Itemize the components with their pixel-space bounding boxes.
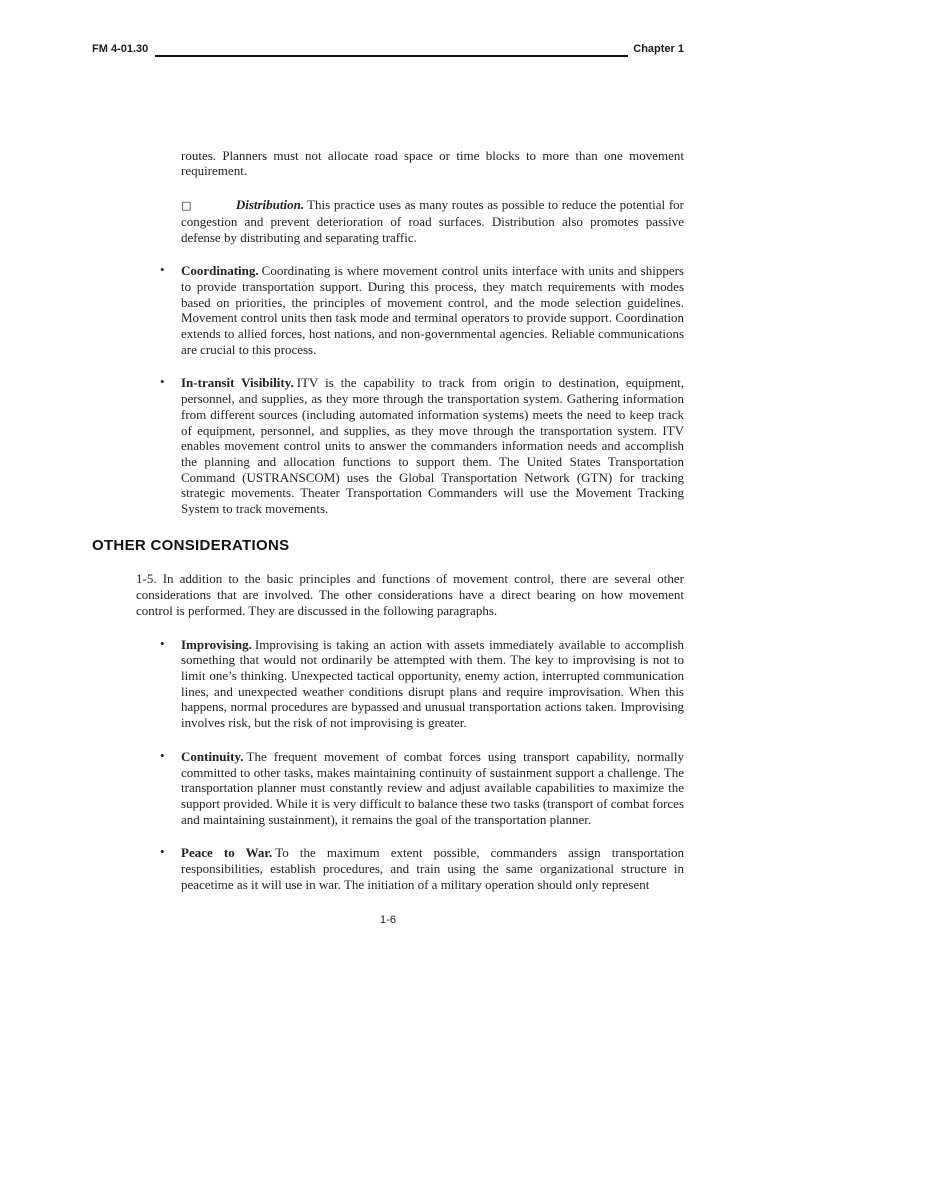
bullet-coordinating — [160, 262, 684, 357]
bullet-text: The frequent movement of combat forces using transport capability, normally committed to other tasks, makes maintaining continuity of sustainment support a challenge. The transportation planner must constantly review and adjust available capabilities to maximize the support provided. While it is very difficult to balance these two tasks (transport of combat forces and maintaining sustainment), it remains the goal of the transportation planner. — [181, 748, 684, 827]
bullet-term: In-transit Visibility. — [181, 375, 294, 391]
bullet-text: Coordinating is where movement control units interface with units and shippers to provide transportation support. During this process, they match requirements with modes based on priorities, the principles of movement control, and the mode selection guidelines. Movement control units then task mode and terminal operators to provide support. Coordination extends to allied forces, host nations, and non-governmental agencies. Reliable communications are crucial to this process. — [181, 263, 684, 357]
bullet-text: Improvising is taking an action with assets immediately available to accomplish something that would not ordinarily be attempted with them. The key to improvising is not to limit one’s thinking. Unexpected tactical opportunity, enemy action, interrupted communication lines, and unexpected weather conditions disrupt plans and require improvisation. When this happens, normal procedures are bypassed and unusual transportation actions taken. Improvising involves risk, but the risk of not improvising is greater. — [181, 636, 684, 731]
bullet-term: Distribution. — [235, 197, 305, 213]
paragraph-1-5 — [136, 571, 684, 618]
header-doc-id: FM 4-01.30 — [92, 43, 149, 55]
round-bullet-icon: • — [160, 635, 165, 651]
round-bullet-icon: • — [160, 374, 165, 390]
paragraph-routes-continuation — [181, 148, 684, 179]
header-chapter-label: Chapter 1 — [633, 43, 684, 55]
document-body — [92, 148, 684, 893]
page-number: 1-6 — [380, 914, 396, 927]
paragraph-text: routes. Planners must not allocate road space or time blocks to more than one movement requirement. — [181, 147, 684, 179]
round-bullet-icon: • — [160, 844, 165, 860]
bullet-term: Improvising. — [181, 636, 252, 652]
bullet-text: ITV is the capability to track from origin to destination, equipment, personnel, and supplies, as they more through the transportation system. Gathering information from different sources (including automated information systems) meets the need to keep track of equipment, personnel, and supplies, as they move through the transportation system. ITV enables movement control units to answer the commanders information needs and accomplish the planning and allocation functions to support them. The United States Transportation Command (USTRANSCOM) uses the Global Transportation Network (GTN) for tracking strategic movements. Theater Transportation Commanders will use the Movement Tracking System to track movements. — [181, 375, 685, 517]
square-bullet-icon: □ — [181, 199, 192, 213]
bullet-term: Coordinating. — [181, 263, 259, 279]
bullet-improvising — [160, 635, 684, 731]
header-rule — [155, 54, 628, 57]
sub-bullet-distribution — [181, 197, 684, 245]
bullet-text: To the maximum extent possible, commanders assign transportation responsibilities, establish procedures, and train using the same organizational structure in peacetime as it will use in war. The initiation of a military operation should only represent — [181, 845, 684, 892]
section-heading: OTHER CONSIDERATIONS — [92, 536, 290, 554]
bullet-in-transit-visibility — [160, 374, 685, 517]
bullet-continuity — [160, 747, 684, 828]
bullet-text: This practice uses as many routes as possible to reduce the potential for congestion and prevent deterioration of road surfaces. Distribution also promotes passive defense by distributing and separating traffic. — [181, 197, 684, 245]
page-footer — [92, 913, 684, 929]
bullet-term: Peace to War. — [181, 845, 273, 861]
paragraph-text: 1-5. In addition to the basic principles and functions of movement control, there are several other considerations that are involved. The other considerations have a direct bearing on how movement control is performed. They are discussed in the following paragraphs. — [136, 571, 684, 618]
round-bullet-icon: • — [160, 262, 165, 278]
round-bullet-icon: • — [160, 747, 165, 763]
bullet-peace-to-war — [160, 844, 684, 892]
bullet-term: Continuity. — [181, 748, 244, 764]
page-header — [92, 0, 684, 58]
